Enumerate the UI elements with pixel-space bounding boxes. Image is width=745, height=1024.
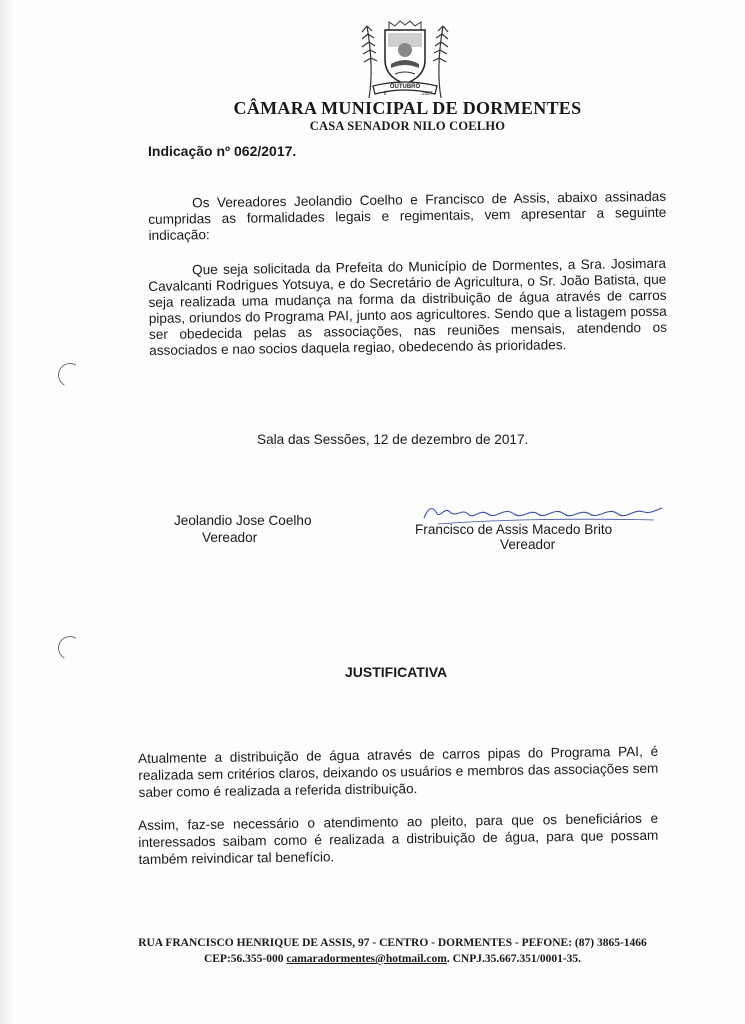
signatory-right-role: Vereador (500, 537, 556, 552)
signatory-left-role: Vereador (202, 530, 258, 545)
indication-number: Indicação nº 062/2017. (148, 143, 297, 159)
justification-paragraph-1: Atualmente a distribuição de água através de carros pipas do Programa PAI, é realizada sem critérios claros, deixando os usuários e membros das associações sem saber como é realizada a referida distribuição. (138, 743, 659, 800)
page-edge-shadow (0, 0, 14, 1024)
footer-address: RUA FRANCISCO HENRIQUE DE ASSIS, 97 - CENTRO - DORMENTES - PEFONE: (87) 3865-1466 (138, 937, 647, 949)
footer-cnpj: . CNPJ.35.667.351/0001-35. (446, 953, 582, 965)
signatory-right-name: Francisco de Assis Macedo Brito (415, 522, 613, 537)
punch-hole-bottom (55, 633, 84, 662)
intro-paragraph: Os Vereadores Jeolandio Coelho e Francisco de Assis, abaixo assinadas cumpridas as formalidades legais e regimentais, vem apresentar a seguinte indicação: (148, 188, 667, 243)
justification-heading: JUSTIFICATIVA (345, 664, 448, 680)
footer-email-link[interactable]: camaradormentes@hotmail.com (286, 953, 447, 965)
chamber-subtitle: CASA SENADOR NILO COELHO (309, 119, 506, 133)
footer-cep: CEP:56.355-000 (203, 953, 287, 965)
session-date: Sala das Sessões, 12 de dezembro de 2017. (257, 432, 529, 447)
signatory-left-name: Jeolandio Jose Coelho (174, 513, 312, 528)
footer-contact (0, 953, 745, 965)
seal-left-text: 6 (383, 91, 387, 97)
seal-ribbon-text: OUTUBRO (389, 84, 421, 90)
punch-hole-top (55, 360, 84, 389)
justification-paragraph-2: Assim, faz-se necessário o atendimento ao pleito, para que os beneficiários e interessados saibam como é realizada a distribuição de água, para que possam também reivindicar tal benefício. (138, 810, 659, 867)
seal-year-text: 1927 (421, 91, 433, 97)
municipal-seal-icon (355, 20, 455, 100)
chamber-title: CÂMARA MUNICIPAL DE DORMENTES (233, 98, 582, 118)
request-paragraph: Que seja solicitada da Prefeita do Município de Dormentes, a Sra. Josimara Cavalcanti Rodrigues Yotsuya, e do Secretário de Agricultura, o Sr. João Batista, que seja realizada uma mudança na forma da distribuição de água através de carros pipas, oriundos do Programa PAI, junto aos agricultores. Sendo que a listagem possa ser obedecida pelas as associações, nas reuniões mensais, atendendo os associados e nao socios daquela regiao, obedecendo às prioridades. (148, 255, 668, 358)
